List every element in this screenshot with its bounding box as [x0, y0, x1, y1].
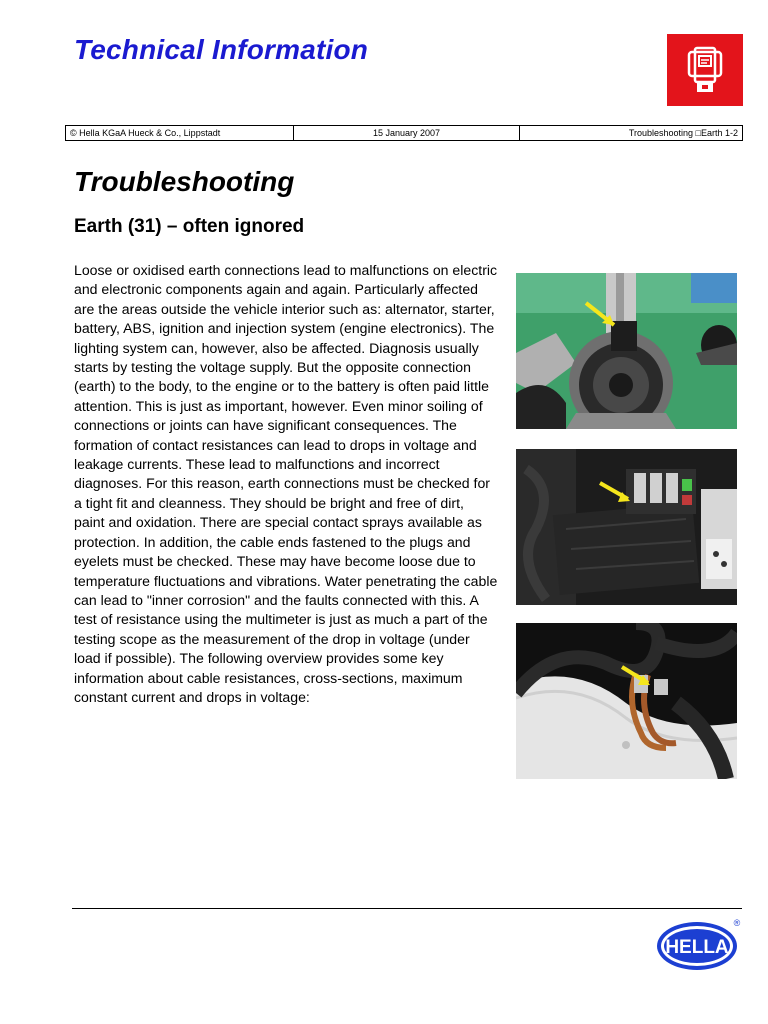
body-paragraph: Loose or oxidised earth connections lead to malfunctions on electric and electronic components again and again. Particularly affected are the areas outside the vehicle interior such as: alternator, starter, battery, ABS, ignition and injection system (engine electronics). The lighting system can, however, also be affected. Diagnosis usually starts by testing the voltage supply. But the opposite connection (earth) to the body, to the engine or to the battery is often paid little attention. This is just as important, however. Even minor soiling of connections or joints can have significant consequences. The formation of contact resistances can lead to drops in voltage and leakage currents. These lead to malfunctions and incorrect diagnoses. For this reason, earth connections must be checked for a tight fit and cleanness. They should be bright and free of dirt, paint and oxidation. There are special contact sprays available as protection. In addition, the cable ends fastened to the plugs and eyelets must be checked. These may have become loose due to temperature fluctuations and vibrations. Water penetrating the cable can lead to "inner corrosion" and the faults connected with this. A test of resistance using the multimeter is just as much a part of the testing scope as the measurement of the drop in voltage (under load if possible). The following overview provides some key information about cable resistances, cross-sections, maximum constant current and drops in voltage: — [74, 262, 498, 705]
document-info-bar — [65, 125, 743, 141]
date-cell: 15 January 2007 — [294, 126, 520, 140]
alternator-photo — [516, 273, 737, 429]
registered-mark: ® — [733, 918, 741, 928]
document-title: Technical Information — [74, 34, 369, 65]
earth-cable-photo — [516, 623, 737, 779]
manual-logo-icon — [667, 34, 743, 106]
section-cell: Troubleshooting □Earth 1-2 — [628, 128, 738, 138]
battery-fuse-photo — [516, 449, 737, 605]
hella-logo — [655, 916, 745, 972]
page-heading: Troubleshooting — [74, 166, 295, 197]
section-subheading: Earth (31) – often ignored — [74, 216, 305, 237]
copyright-cell: © Hella KGaA Hueck & Co., Lippstadt — [66, 126, 294, 140]
footer-divider — [72, 908, 742, 909]
hella-logo-text: HELLA — [665, 937, 729, 958]
